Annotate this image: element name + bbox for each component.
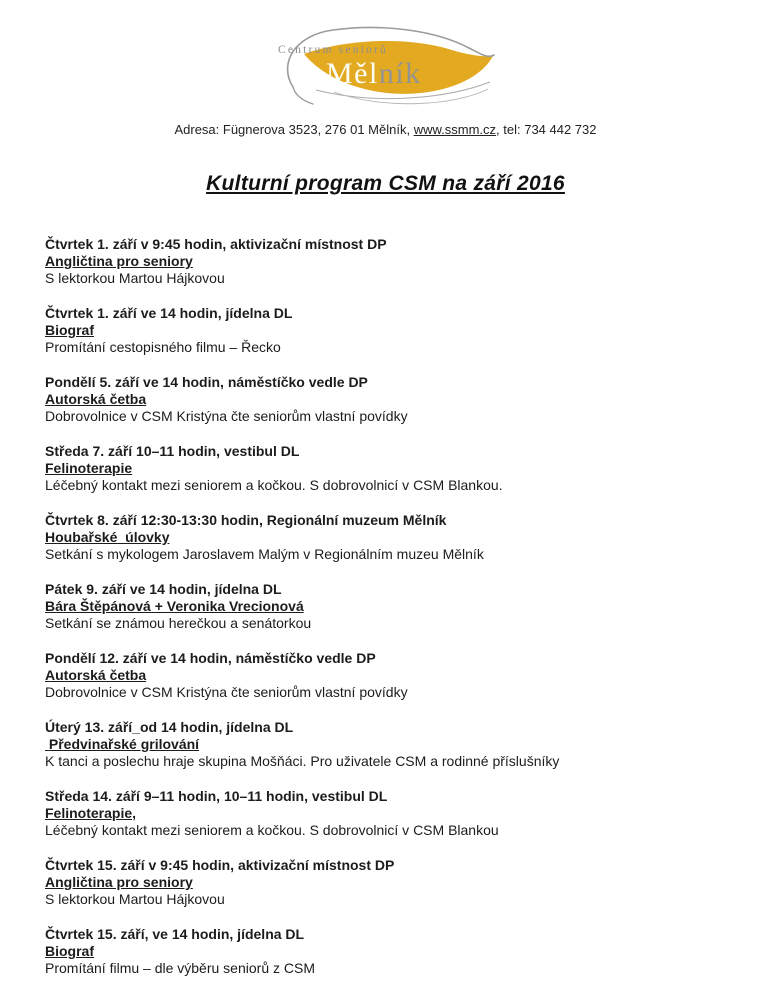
event-title: Autorská četba <box>45 667 147 683</box>
event-datetime: Pondělí 5. září ve 14 hodin, náměstíčko vedle DP <box>45 374 368 390</box>
event-description: Promítání cestopisného filmu – Řecko <box>45 339 281 355</box>
event-block <box>45 236 726 287</box>
logo-city-light-part: Měl <box>325 57 379 90</box>
event-description: Léčebný kontakt mezi seniorem a kočkou. S dobrovolnicí v CSM Blankou. <box>45 477 503 493</box>
event-title: Biograf <box>45 943 94 959</box>
event-title: Angličtina pro seniory <box>45 874 193 890</box>
event-description: Setkání s mykologem Jaroslavem Malým v Regionálním muzeu Mělník <box>45 546 484 562</box>
event-datetime: Čtvrtek 15. září, ve 14 hodin, jídelna DL <box>45 926 305 942</box>
event-block <box>45 719 726 770</box>
website-link[interactable]: www.ssmm.cz <box>413 122 497 137</box>
event-title: Autorská četba <box>45 391 147 407</box>
address-prefix: Adresa: Fügnerova 3523, 276 01 Mělník, <box>174 122 414 137</box>
event-datetime: Čtvrtek 15. září v 9:45 hodin, aktivizační místnost DP <box>45 857 395 873</box>
event-block <box>45 857 726 908</box>
address-line <box>45 122 726 137</box>
event-datetime: Pondělí 12. září ve 14 hodin, náměstíčko vedle DP <box>45 650 376 666</box>
event-datetime: Čtvrtek 1. září ve 14 hodin, jídelna DL <box>45 305 293 321</box>
event-title: Felinoterapie <box>45 460 133 476</box>
event-datetime: Čtvrtek 8. září 12:30-13:30 hodin, Regionální muzeum Mělník <box>45 512 447 528</box>
event-block <box>45 374 726 425</box>
event-block <box>45 788 726 839</box>
event-title: Předvinařské grilování <box>45 736 200 752</box>
csm-logo <box>45 26 726 116</box>
event-description: Promítání filmu – dle výběru seniorů z CSM <box>45 960 315 976</box>
page-title: Kulturní program CSM na září 2016 <box>206 172 565 195</box>
event-datetime: Čtvrtek 1. září v 9:45 hodin, aktivizační místnost DP <box>45 236 387 252</box>
logo-outline-tail <box>293 87 313 104</box>
logo-city-name <box>326 57 422 90</box>
logo-city-dark-part: ník <box>378 57 422 90</box>
event-title: Houbařské úlovky <box>45 529 170 545</box>
event-description: S lektorkou Martou Hájkovou <box>45 891 225 907</box>
event-datetime: Úterý 13. září_od 14 hodin, jídelna DL <box>45 719 294 735</box>
event-block <box>45 581 726 632</box>
event-description: S lektorkou Martou Hájkovou <box>45 270 225 286</box>
event-block <box>45 650 726 701</box>
event-description: Setkání se známou herečkou a senátorkou <box>45 615 312 631</box>
event-block <box>45 305 726 356</box>
event-description: Léčebný kontakt mezi seniorem a kočkou. S dobrovolnicí v CSM Blankou <box>45 822 499 838</box>
logo-org-name: Centrum seniorů <box>277 44 388 56</box>
event-datetime: Pátek 9. září ve 14 hodin, jídelna DL <box>45 581 282 597</box>
event-title: Bára Štěpánová + Veronika Vrecionová <box>45 598 304 614</box>
event-title: Biograf <box>45 322 94 338</box>
event-title: Felinoterapie, <box>45 805 137 821</box>
address-suffix: , tel: 734 442 732 <box>496 122 597 137</box>
event-description: Dobrovolnice v CSM Kristýna čte seniorům vlastní povídky <box>45 684 408 700</box>
event-description: K tanci a poslechu hraje skupina Mošňáci. Pro uživatele CSM a rodinné příslušníky <box>45 753 560 769</box>
event-block <box>45 443 726 494</box>
event-title: Angličtina pro seniory <box>45 253 193 269</box>
event-description: Dobrovolnice v CSM Kristýna čte seniorům vlastní povídky <box>45 408 408 424</box>
event-block <box>45 512 726 563</box>
bird-leaf-logo-icon <box>276 26 524 116</box>
event-datetime: Středa 7. září 10–11 hodin, vestibul DL <box>45 443 300 459</box>
event-datetime: Středa 14. září 9–11 hodin, 10–11 hodin, vestibul DL <box>45 788 388 804</box>
event-block <box>45 926 726 977</box>
event-list <box>45 236 726 977</box>
